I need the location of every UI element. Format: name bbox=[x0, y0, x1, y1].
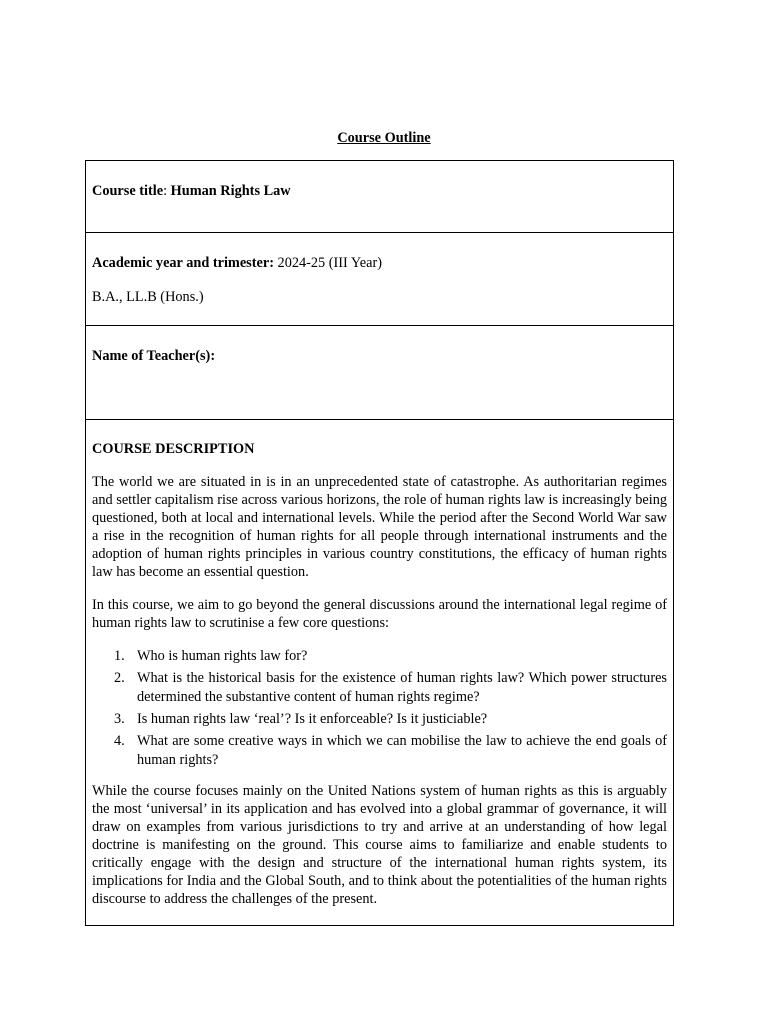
list-item bbox=[114, 732, 667, 770]
list-item-text: What are some creative ways in which we can mobilise the law to achieve the end goals of human rights? bbox=[137, 733, 667, 768]
page-title: Course Outline bbox=[337, 130, 431, 146]
academic-year-value: 2024-25 (III Year) bbox=[273, 255, 382, 271]
course-description-cell bbox=[86, 420, 674, 926]
list-item bbox=[114, 647, 667, 666]
list-item-number: 2. bbox=[114, 670, 125, 686]
list-item-number: 1. bbox=[114, 648, 125, 664]
course-description-heading: COURSE DESCRIPTION bbox=[92, 441, 255, 457]
academic-year-row bbox=[86, 233, 674, 326]
list-item-text: What is the historical basis for the existence of human rights law? Which power structures determined the substantive content of human rights regime? bbox=[137, 670, 667, 705]
course-title-label: Course title bbox=[92, 183, 164, 199]
course-title-cell bbox=[86, 161, 674, 233]
list-item-text: Is human rights law ‘real’? Is it enforceable? Is it justiciable? bbox=[137, 711, 488, 727]
list-item bbox=[114, 710, 667, 729]
list-item bbox=[114, 669, 667, 707]
list-item-text: Who is human rights law for? bbox=[137, 648, 308, 664]
list-item-number: 3. bbox=[114, 711, 125, 727]
course-title-line bbox=[92, 182, 667, 200]
academic-year-cell bbox=[86, 233, 674, 326]
academic-year-label: Academic year and trimester: bbox=[92, 255, 274, 271]
programme-name: B.A., LL.B (Hons.) bbox=[92, 289, 204, 305]
course-title-row bbox=[86, 161, 674, 233]
teacher-label: Name of Teacher(s): bbox=[92, 348, 216, 364]
academic-year-line bbox=[92, 254, 667, 272]
core-questions-list bbox=[92, 647, 667, 770]
description-paragraph-1: The world we are situated in is in an unprecedented state of catastrophe. As authoritarian regimes and settler capitalism rise across various horizons, the role of human rights law is increasingly being questioned, both at local and international levels. While the period after the Second World War saw a rise in the recognition of human rights for all people through international instruments and the adoption of human rights principles in various country constitutions, the efficacy of human rights law has become an essential question. bbox=[92, 474, 667, 580]
list-item-number: 4. bbox=[114, 733, 125, 749]
course-description-row bbox=[86, 420, 674, 926]
description-paragraph-3: While the course focuses mainly on the United Nations system of human rights as this is arguably the most ‘universal’ in its application and has evolved into a global grammar of governance, it will draw on examples from various jurisdictions to try and arrive at an understanding of how legal doctrine is manifesting on the ground. This course aims to familiarize and enable students to critically engage with the design and structure of the international human rights system, its implications for India and the Global South, and to think about the potentialities of the human rights discourse to address the challenges of the present. bbox=[92, 783, 667, 907]
course-outline-table bbox=[85, 160, 674, 926]
course-title-separator: : bbox=[163, 183, 171, 199]
description-paragraph-2: In this course, we aim to go beyond the general discussions around the international legal regime of human rights law to scrutinise a few core questions: bbox=[92, 597, 667, 631]
course-title-value: Human Rights Law bbox=[170, 183, 291, 199]
teacher-cell bbox=[86, 326, 674, 420]
teacher-row bbox=[86, 326, 674, 420]
